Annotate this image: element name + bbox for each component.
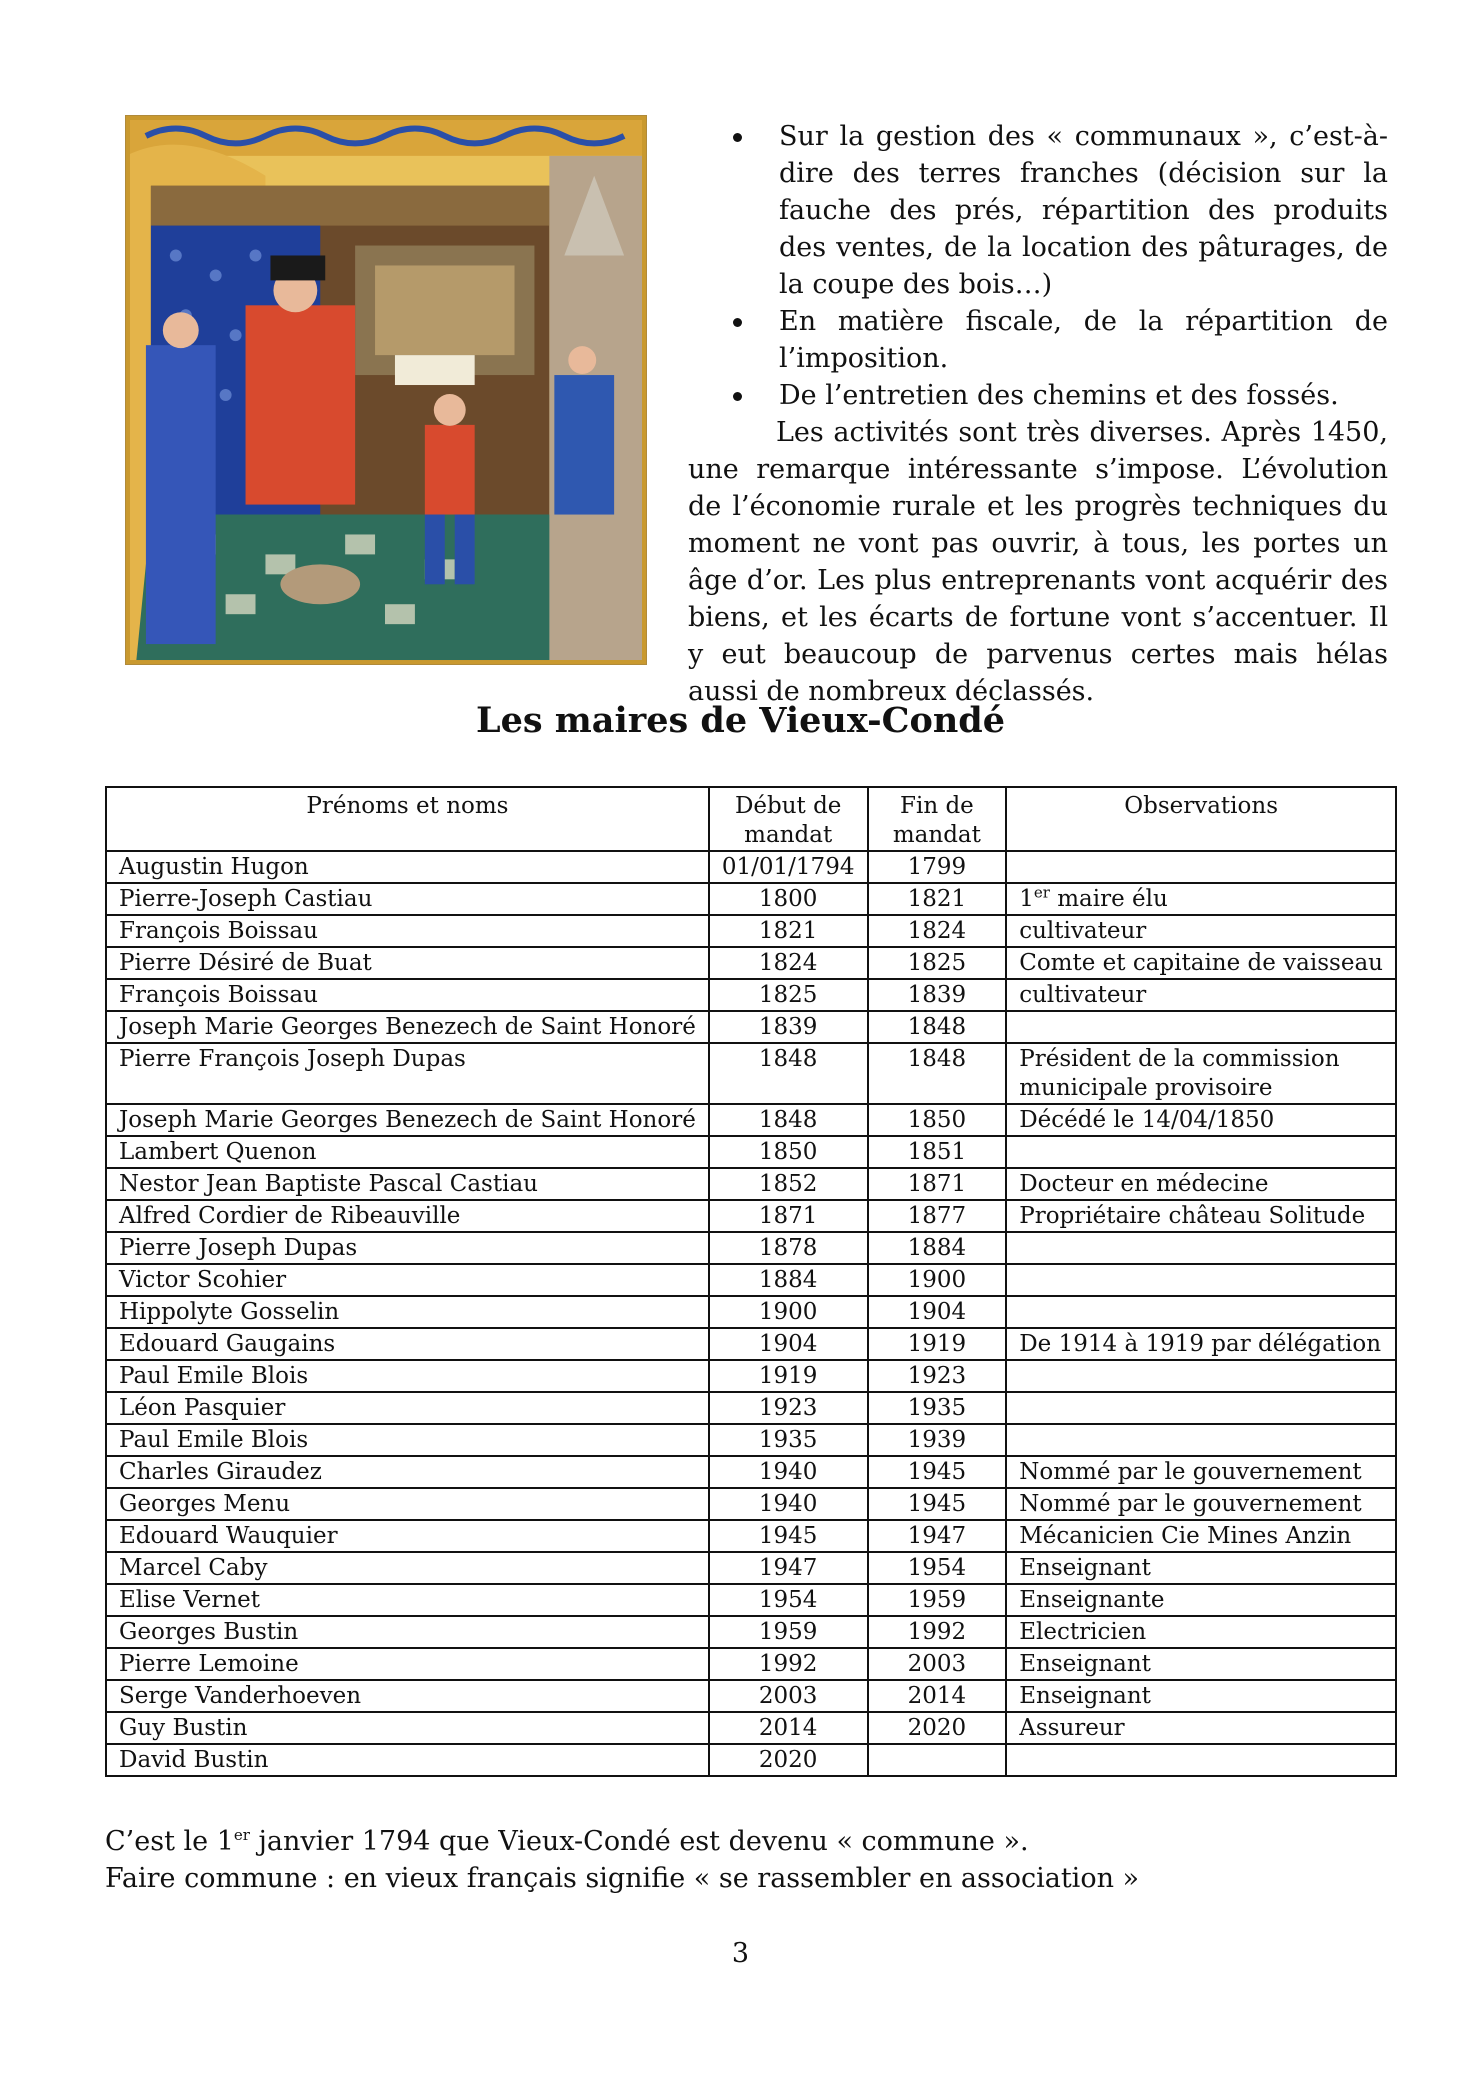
table-row xyxy=(106,947,1396,979)
observation: Enseignant xyxy=(1006,1648,1396,1680)
observation: Nommé par le gouvernement xyxy=(1006,1488,1396,1520)
mayor-name: Pierre François Joseph Dupas xyxy=(106,1043,709,1104)
mandate-start: 1959 xyxy=(709,1616,868,1648)
mandate-end: 1904 xyxy=(868,1296,1007,1328)
observation: Mécanicien Cie Mines Anzin xyxy=(1006,1520,1396,1552)
mandate-start: 1848 xyxy=(709,1043,868,1104)
mandate-end: 1821 xyxy=(868,883,1007,915)
footnote-line-2: Faire commune : en vieux français signifie « se rassembler en association » xyxy=(105,1863,1140,1894)
table-row xyxy=(106,1520,1396,1552)
table-row xyxy=(106,1264,1396,1296)
observation xyxy=(1006,1136,1396,1168)
mayor-name: Pierre Désiré de Buat xyxy=(106,947,709,979)
mandate-end: 1954 xyxy=(868,1552,1007,1584)
footnote-text: janvier 1794 que Vieux-Condé est devenu « commune ». xyxy=(249,1826,1029,1857)
observation: cultivateur xyxy=(1006,979,1396,1011)
mandate-end: 1923 xyxy=(868,1360,1007,1392)
mandate-end: 1939 xyxy=(868,1424,1007,1456)
mayor-name: Paul Emile Blois xyxy=(106,1424,709,1456)
table-row xyxy=(106,883,1396,915)
footnote-line-1 xyxy=(105,1823,1139,1860)
mandate-end: 1877 xyxy=(868,1200,1007,1232)
observation-line: Président de la commission xyxy=(1019,1046,1340,1072)
mandate-end: 1945 xyxy=(868,1488,1007,1520)
observation: Enseignante xyxy=(1006,1584,1396,1616)
mandate-start: 1848 xyxy=(709,1104,868,1136)
observation xyxy=(1006,1392,1396,1424)
table-row xyxy=(106,1488,1396,1520)
mandate-end: 1992 xyxy=(868,1616,1007,1648)
mandate-end: 1825 xyxy=(868,947,1007,979)
observation xyxy=(1006,1360,1396,1392)
mandate-end: 1947 xyxy=(868,1520,1007,1552)
observation: Nommé par le gouvernement xyxy=(1006,1456,1396,1488)
mandate-start: 1878 xyxy=(709,1232,868,1264)
mayor-name: Lambert Quenon xyxy=(106,1136,709,1168)
mayor-name: Joseph Marie Georges Benezech de Saint Honoré xyxy=(106,1104,709,1136)
observation-prefix: 1 xyxy=(1019,886,1034,912)
table-row xyxy=(106,1011,1396,1043)
mayor-name: David Bustin xyxy=(106,1744,709,1776)
observation: cultivateur xyxy=(1006,915,1396,947)
header-start: Début de mandat xyxy=(709,787,868,851)
mandate-start: 1940 xyxy=(709,1488,868,1520)
mandate-start: 1871 xyxy=(709,1200,868,1232)
mandate-start: 1800 xyxy=(709,883,868,915)
observation: Docteur en médecine xyxy=(1006,1168,1396,1200)
table-row xyxy=(106,915,1396,947)
mandate-start: 1825 xyxy=(709,979,868,1011)
observation xyxy=(1006,1744,1396,1776)
mayor-name: Serge Vanderhoeven xyxy=(106,1680,709,1712)
mandate-start: 1992 xyxy=(709,1648,868,1680)
observation xyxy=(1006,1424,1396,1456)
mayor-name: Guy Bustin xyxy=(106,1712,709,1744)
footnote-superscript: er xyxy=(233,1826,250,1844)
mayor-name: François Boissau xyxy=(106,979,709,1011)
mandate-end: 1824 xyxy=(868,915,1007,947)
table-row xyxy=(106,1168,1396,1200)
mandate-end: 1884 xyxy=(868,1232,1007,1264)
mandate-end: 1851 xyxy=(868,1136,1007,1168)
bullet-item: De l’entretien des chemins et des fossés. xyxy=(688,377,1388,414)
observation-line: municipale provisoire xyxy=(1019,1075,1273,1101)
section-title: Les maires de Vieux-Condé xyxy=(475,700,1006,741)
illustration-image xyxy=(126,116,646,664)
table-row xyxy=(106,979,1396,1011)
table-row xyxy=(106,1712,1396,1744)
observation: Assureur xyxy=(1006,1712,1396,1744)
mayor-name: Joseph Marie Georges Benezech de Saint Honoré xyxy=(106,1011,709,1043)
mandate-start: 1945 xyxy=(709,1520,868,1552)
mandate-start: 1947 xyxy=(709,1552,868,1584)
mandate-start: 1839 xyxy=(709,1011,868,1043)
mandate-end xyxy=(868,1744,1007,1776)
mayor-name: Augustin Hugon xyxy=(106,851,709,883)
mayor-name: Nestor Jean Baptiste Pascal Castiau xyxy=(106,1168,709,1200)
mandate-start: 1923 xyxy=(709,1392,868,1424)
table-body xyxy=(106,851,1396,1776)
table-row xyxy=(106,1392,1396,1424)
table-row xyxy=(106,1043,1396,1104)
mandate-end: 1839 xyxy=(868,979,1007,1011)
mayor-name: Paul Emile Blois xyxy=(106,1360,709,1392)
mayor-name: Elise Vernet xyxy=(106,1584,709,1616)
mandate-end: 1935 xyxy=(868,1392,1007,1424)
mandate-start: 1852 xyxy=(709,1168,868,1200)
observation xyxy=(1006,1011,1396,1043)
table-row xyxy=(106,1680,1396,1712)
mayor-name: Léon Pasquier xyxy=(106,1392,709,1424)
bullet-list xyxy=(688,118,1388,414)
mandate-start: 2020 xyxy=(709,1744,868,1776)
mandate-start: 01/01/1794 xyxy=(709,851,868,883)
table-row xyxy=(106,1360,1396,1392)
table-row xyxy=(106,1648,1396,1680)
mayor-name: Georges Bustin xyxy=(106,1616,709,1648)
intro-paragraph: Les activités sont très diverses. Après 1450, une remarque intéressante s’impose. L’évolution de l’économie rurale et les progrès techniques du moment ne vont pas ouvrir, à tous, les portes un âge d’or. Les plus entreprenants vont acquérir des biens, et les écarts de fortune vont s’accentuer. Il y eut beaucoup de parvenus certes mais hélas aussi de nombreux déclassés. xyxy=(688,417,1388,707)
mandate-end: 1919 xyxy=(868,1328,1007,1360)
mandate-end: 1959 xyxy=(868,1584,1007,1616)
observation: Propriétaire château Solitude xyxy=(1006,1200,1396,1232)
mayor-name: Marcel Caby xyxy=(106,1552,709,1584)
mandate-end: 1945 xyxy=(868,1456,1007,1488)
table-row xyxy=(106,1296,1396,1328)
observation-superscript: er xyxy=(1033,883,1050,902)
table-row xyxy=(106,1424,1396,1456)
observation: Comte et capitaine de vaisseau xyxy=(1006,947,1396,979)
mayor-name: Pierre-Joseph Castiau xyxy=(106,883,709,915)
mandate-start: 1954 xyxy=(709,1584,868,1616)
mandate-start: 2014 xyxy=(709,1712,868,1744)
table-row xyxy=(106,1584,1396,1616)
table-row xyxy=(106,1456,1396,1488)
mayor-name: Edouard Wauquier xyxy=(106,1520,709,1552)
mandate-end: 2014 xyxy=(868,1680,1007,1712)
mandate-end: 1850 xyxy=(868,1104,1007,1136)
table-row xyxy=(106,1328,1396,1360)
observation: Enseignant xyxy=(1006,1680,1396,1712)
table-row xyxy=(106,1232,1396,1264)
mandate-start: 2003 xyxy=(709,1680,868,1712)
mayor-name: Georges Menu xyxy=(106,1488,709,1520)
footnote-text: C’est le 1 xyxy=(105,1826,234,1857)
intro-text xyxy=(688,118,1388,710)
mandate-start: 1821 xyxy=(709,915,868,947)
table-row xyxy=(106,1200,1396,1232)
mayors-table xyxy=(105,786,1397,1777)
observation xyxy=(1006,1232,1396,1264)
mandate-end: 1871 xyxy=(868,1168,1007,1200)
table-row xyxy=(106,1744,1396,1776)
mandate-end: 1900 xyxy=(868,1264,1007,1296)
table-row xyxy=(106,851,1396,883)
mayor-name: Edouard Gaugains xyxy=(106,1328,709,1360)
mandate-start: 1919 xyxy=(709,1360,868,1392)
medieval-illustration xyxy=(125,115,647,665)
table-row xyxy=(106,1616,1396,1648)
mandate-start: 1850 xyxy=(709,1136,868,1168)
observation: Enseignant xyxy=(1006,1552,1396,1584)
page-number: 3 xyxy=(731,1938,750,1969)
mandate-end: 2020 xyxy=(868,1712,1007,1744)
table-row xyxy=(106,1552,1396,1584)
footnote xyxy=(105,1823,1139,1897)
table-header-row xyxy=(106,787,1396,851)
mayor-name: François Boissau xyxy=(106,915,709,947)
mandate-end: 2003 xyxy=(868,1648,1007,1680)
mayor-name: Pierre Lemoine xyxy=(106,1648,709,1680)
observation-text: maire élu xyxy=(1057,886,1168,912)
mandate-start: 1940 xyxy=(709,1456,868,1488)
table-row xyxy=(106,1104,1396,1136)
observation xyxy=(1006,1264,1396,1296)
mandate-end: 1799 xyxy=(868,851,1007,883)
observation xyxy=(1006,1296,1396,1328)
mandate-end: 1848 xyxy=(868,1011,1007,1043)
mandate-start: 1884 xyxy=(709,1264,868,1296)
bullet-item: Sur la gestion des « communaux », c’est-à-dire des terres franches (décision sur la fauche des prés, répartition des produits des ventes, de la location des pâturages, de la coupe des bois…) xyxy=(688,118,1388,303)
observation xyxy=(1006,883,1396,915)
header-end: Fin de mandat xyxy=(868,787,1007,851)
mayor-name: Alfred Cordier de Ribeauville xyxy=(106,1200,709,1232)
table-row xyxy=(106,1136,1396,1168)
mayor-name: Pierre Joseph Dupas xyxy=(106,1232,709,1264)
bullet-item: En matière fiscale, de la répartition de l’imposition. xyxy=(688,303,1388,377)
observation: De 1914 à 1919 par délégation xyxy=(1006,1328,1396,1360)
mayor-name: Victor Scohier xyxy=(106,1264,709,1296)
mandate-start: 1904 xyxy=(709,1328,868,1360)
mandate-start: 1935 xyxy=(709,1424,868,1456)
mandate-start: 1824 xyxy=(709,947,868,979)
observation: Electricien xyxy=(1006,1616,1396,1648)
observation xyxy=(1006,1043,1396,1104)
observation: Décédé le 14/04/1850 xyxy=(1006,1104,1396,1136)
mandate-start: 1900 xyxy=(709,1296,868,1328)
mayor-name: Hippolyte Gosselin xyxy=(106,1296,709,1328)
header-observations: Observations xyxy=(1006,787,1396,851)
header-names: Prénoms et noms xyxy=(106,787,709,851)
observation xyxy=(1006,851,1396,883)
mayor-name: Charles Giraudez xyxy=(106,1456,709,1488)
mandate-end: 1848 xyxy=(868,1043,1007,1104)
